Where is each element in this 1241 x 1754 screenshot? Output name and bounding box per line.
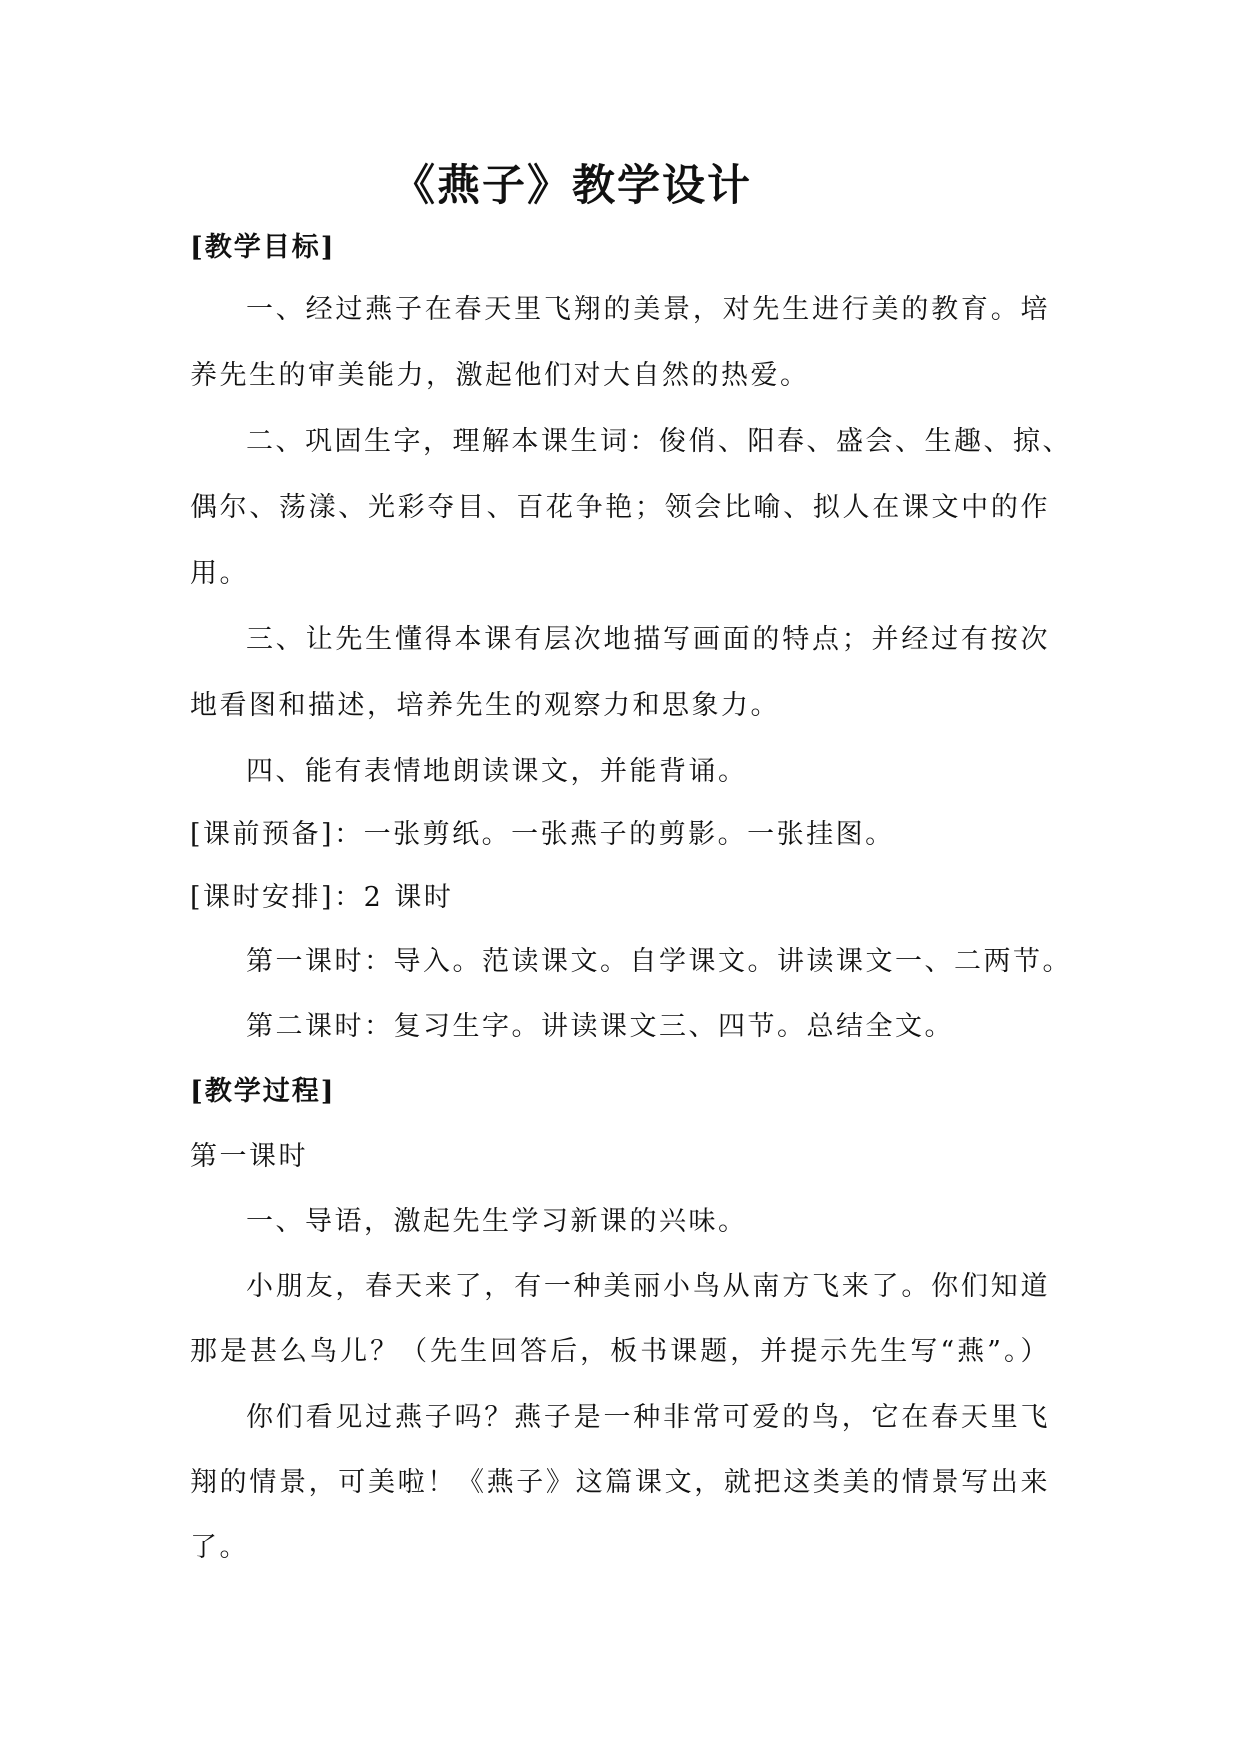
document-title: 《燕子》教学设计 — [392, 161, 752, 211]
para-2-line-1: 你们看见过燕子吗？燕子是一种非常可爱的鸟，它在春天里飞 — [246, 1402, 1050, 1433]
goal-3-line-1: 三、让先生懂得本课有层次地描写画面的特点；并经过有按次 — [246, 624, 1050, 655]
section-heading-goals: [教学目标] — [190, 232, 336, 263]
goal-2-line-1: 二、巩固生字，理解本课生词：俊俏、阳春、盛会、生趣、掠、 — [246, 426, 1072, 457]
goal-3-line-2: 地看图和描述，培养先生的观察力和思象力。 — [190, 690, 780, 721]
prep-line: [课前预备]：一张剪纸。一张燕子的剪影。一张挂图。 — [190, 819, 895, 850]
lesson-2-plan: 第二课时：复习生字。讲读课文三、四节。总结全文。 — [246, 1011, 954, 1042]
goal-2-line-3: 用。 — [190, 558, 249, 589]
goal-2-line-2: 偶尔、荡漾、光彩夺目、百花争艳；领会比喻、拟人在课文中的作 — [190, 492, 1050, 523]
para-2-line-2: 翔的情景，可美啦！《燕子》这篇课文，就把这类美的情景写出来 — [190, 1467, 1050, 1498]
para-1-line-1: 小朋友，春天来了，有一种美丽小鸟从南方飞来了。你们知道 — [246, 1271, 1050, 1302]
goal-1-line-1: 一、经过燕子在春天里飞翔的美景，对先生进行美的教育。培 — [246, 294, 1050, 325]
lesson-1-plan: 第一课时：导入。范读课文。自学课文。讲读课文一、二两节。 — [246, 946, 1072, 977]
para-1-line-2: 那是甚么鸟儿？（先生回答后，板书课题，并提示先生写“燕”。） — [190, 1336, 1050, 1367]
goal-4-line-1: 四、能有表情地朗读课文，并能背诵。 — [246, 756, 748, 787]
goal-1-line-2: 养先生的审美能力，激起他们对大自然的热爱。 — [190, 360, 810, 391]
schedule-line: [课时安排]：2 课时 — [190, 882, 454, 913]
lesson-1-label: 第一课时 — [190, 1141, 308, 1172]
section-heading-process: [教学过程] — [190, 1076, 336, 1107]
step-1-heading: 一、导语，激起先生学习新课的兴味。 — [246, 1206, 748, 1237]
para-2-line-3: 了。 — [190, 1532, 249, 1563]
